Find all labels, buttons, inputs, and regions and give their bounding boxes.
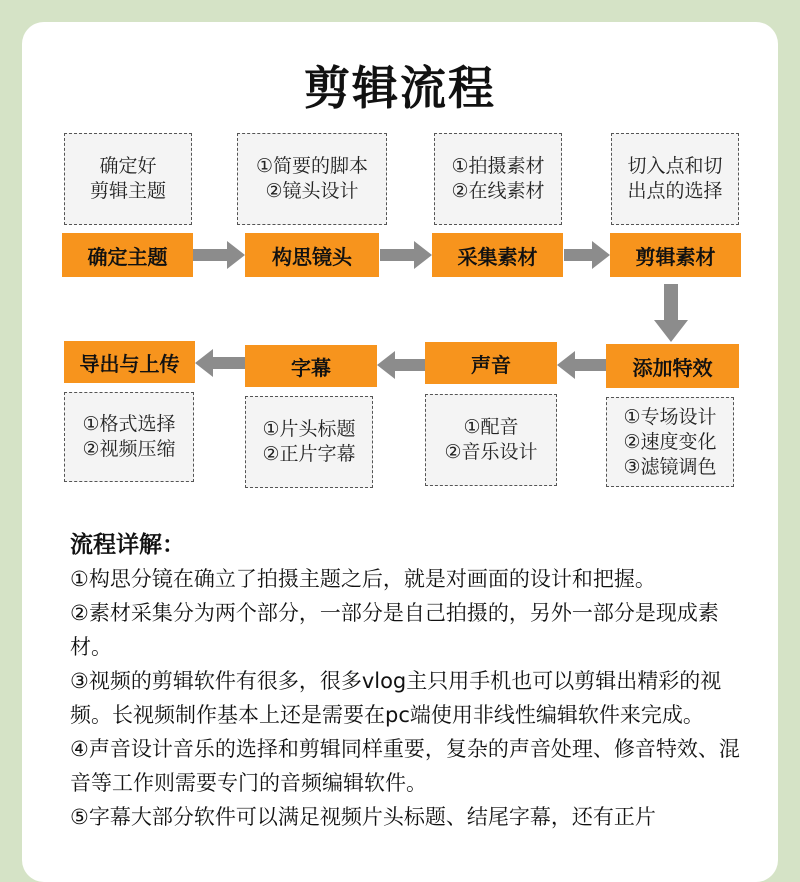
note-line: ③滤镜调色: [623, 455, 717, 478]
note-line: ②视频压缩: [82, 438, 176, 460]
note-line: 剪辑主题: [89, 180, 166, 202]
note-line: ②正片字幕: [262, 443, 356, 465]
process-details: [70, 528, 750, 834]
note-export-upload: [64, 392, 194, 482]
note-line: ①专场设计: [623, 405, 717, 428]
arrow-left-icon: [557, 350, 606, 380]
note-edit-material: [611, 133, 739, 225]
note-line: ②在线素材: [451, 180, 545, 202]
note-line: ②速度变化: [623, 430, 717, 453]
details-item: ②素材采集分为两个部分，一部分是自己拍摄的，另外一部分是现成素材。: [70, 601, 719, 659]
note-line: ②音乐设计: [444, 441, 538, 463]
note-line: ①片头标题: [262, 418, 356, 440]
note-line: ①格式选择: [82, 413, 176, 435]
note-confirm-theme: [64, 133, 192, 225]
step-confirm-theme: 确定主题: [62, 233, 193, 277]
details-item: ⑤字幕大部分软件可以满足视频片头标题、结尾字幕，还有正片: [70, 805, 656, 829]
details-heading: 流程详解：: [70, 532, 185, 558]
note-line: 出点的选择: [627, 180, 723, 202]
note-line: ①配音: [463, 416, 519, 438]
note-line: 切入点和切: [627, 155, 723, 177]
arrow-left-icon: [377, 350, 425, 380]
note-line: ①简要的脚本: [255, 155, 369, 177]
step-add-effects: 添加特效: [606, 344, 739, 388]
details-item: ④声音设计音乐的选择和剪辑同样重要，复杂的声音处理、修音特效、混音等工作则需要专门的音频编辑软件。: [70, 737, 740, 795]
note-line: ①拍摄素材: [451, 155, 545, 177]
note-add-effects: [606, 397, 734, 487]
details-item: ③视频的剪辑软件有很多，很多vlog主只用手机也可以剪辑出精彩的视频。长视频制作基本上还是需要在pc端使用非线性编辑软件来完成。: [70, 669, 722, 727]
page-title: 剪辑流程: [304, 61, 496, 115]
step-export-upload: 导出与上传: [64, 341, 195, 383]
note-line: ②镜头设计: [265, 180, 359, 202]
step-plan-shots: 构思镜头: [245, 233, 379, 277]
note-audio: [425, 394, 557, 486]
step-collect-material: 采集素材: [432, 233, 563, 277]
note-plan-shots: [237, 133, 387, 225]
arrow-right-icon: [193, 240, 245, 270]
step-audio: 声音: [425, 342, 557, 384]
arrow-right-icon: [564, 240, 610, 270]
step-subtitles: 字幕: [245, 345, 377, 387]
note-line: 确定好: [99, 155, 157, 177]
step-edit-material: 剪辑素材: [610, 233, 741, 277]
note-collect-material: [434, 133, 562, 225]
details-item: ①构思分镜在确立了拍摄主题之后，就是对画面的设计和把握。: [70, 567, 656, 591]
arrow-left-icon: [195, 348, 245, 378]
arrow-down-icon: [654, 284, 688, 342]
note-subtitles: [245, 396, 373, 488]
arrow-right-icon: [380, 240, 432, 270]
